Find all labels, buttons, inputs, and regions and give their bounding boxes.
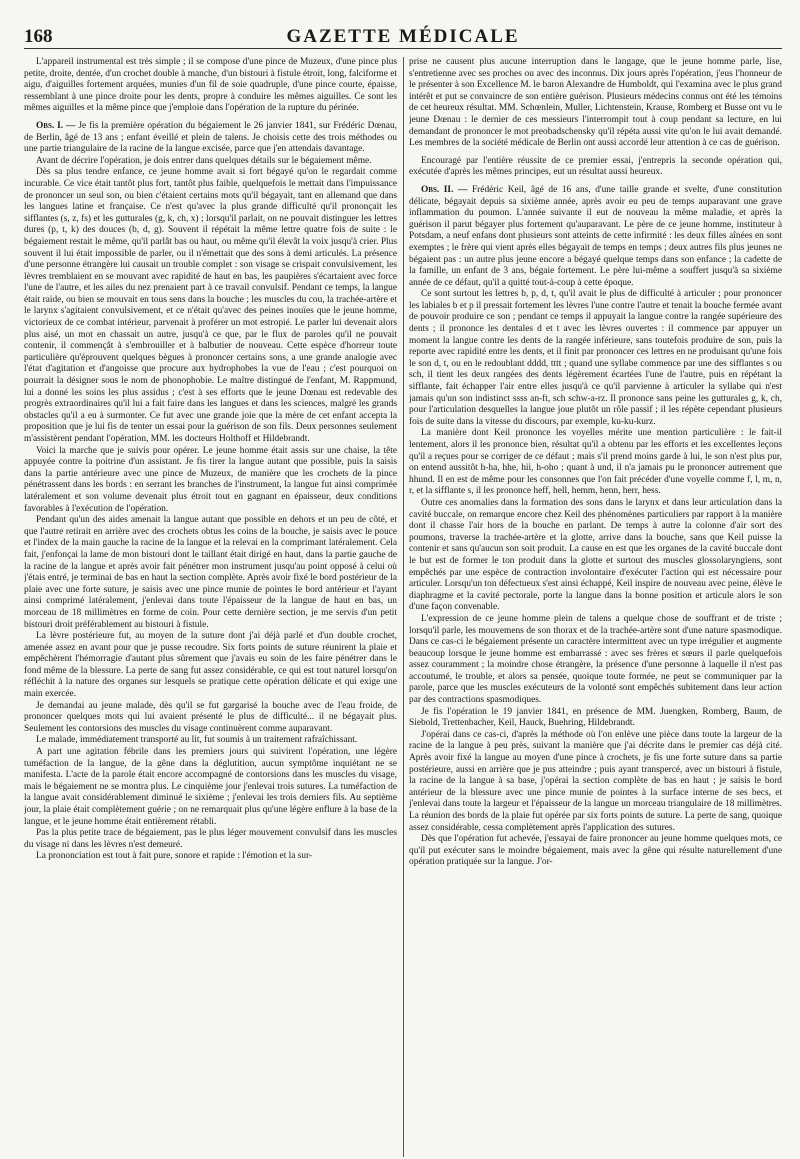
paragraph	[409, 614, 782, 707]
paragraph	[409, 289, 782, 428]
text-columns	[24, 57, 782, 1159]
column-divider	[403, 57, 404, 1157]
page-number: 168	[24, 26, 53, 47]
paragraph-text: La manière dont Keil prononce les voyelles mérite une mention particulière : le fait-il lentement, alors il les prononce bien, résultat qu'il a obtenu par les efforts et les excellentes leçons qu'il a reçues pour se corriger de ce défaut ; mais s'il prend moins garde à lui, le son n'est plus pur, on entend aussitôt h-ha, hhe, hii, h-oho ; quant à und, il n'a jamais pu le prononcer autrement que hhund. Il en est de même pour les consonnes que l'on fait précéder d'une voyelle comme f, l, m, n, r, et la sifflante s, il les prononce heff, hell, hemm, henn, herr, hess.	[409, 428, 782, 497]
paragraph-text: Avant de décrire l'opération, je dois entrer dans quelques détails sur le bégaiement même.	[36, 155, 372, 166]
paragraph	[409, 707, 782, 730]
observation-lead: Obs. II. —	[421, 184, 468, 195]
paragraph-text: Le malade, immédiatement transporté au lit, fut soumis à un traitement rafraîchissant.	[36, 735, 358, 746]
paragraph	[409, 156, 782, 179]
paragraph	[24, 515, 397, 631]
paragraph-text: Je demandai au jeune malade, dès qu'il se fut gargarisé la bouche avec de l'eau froide, de prononcer quelques mots qui lui avaient présenté le plus de difficulté... il ne bégayait plus. Seulement les contorsions des muscles du visage continuèrent comme auparavant.	[24, 700, 397, 734]
paragraph	[24, 828, 397, 851]
paragraph	[24, 121, 397, 156]
paragraph	[24, 701, 397, 736]
paragraph	[409, 428, 782, 498]
paragraph-text: Outre ces anomalies dans la formation des sons dans le larynx et dans leur articulation dans la cavité buccale, on remarque encore chez Keil des phénomènes particuliers par rapport à la manière dont il chasse l'air hors de la bouche en parlant. De temps à autre la colonne d'air sort des poumons, traverse la trachée-artère et la glotte, arrive dans la bouche, sans que Keil puisse la contenir et sans qu'aucun son soit produit. La cause en est que les organes de la cavité buccale dont le but est de former le ton produit dans la glotte et surtout des muscles glossolaryngiens, sont empêchés par une espèce de contraction involontaire d'exécuter l'action qui est nécessaire pour articuler. Lorsqu'un ton défectueux s'est ainsi échappé, Keil inspire de nouveau avec peine, élève le diaphragme et la cavité pectorale, porte la langue dans la bonne position et articule alors le son d'une façon convenable.	[409, 497, 782, 613]
paragraph-text: Pendant qu'un des aides amenait la langue autant que possible en dehors et un peu de côté, et que l'autre retirait en arrière avec des crochets obtus les coins de la bouche, je saisis avec le pouce et l'index de la main gauche la racine de la langue et la relevai en la comprimant latéralement. Cela fait, j'enfonçai la lame de mon bistouri dont le taillant était dirigé en haut, dans la partie gauche de la racine de la langue et après avoir fait pénétrer mon instrument jusqu'au point opposé à celui où j'étais entré, je terminai de bas en haut la section complète. Après avoir fixé le bord postérieur de la plaie avec une forte suture, je saisis avec une pince munie de pointes le bord antérieur et l'ayant ainsi comprimé latéralement, j'enlevai dans toute l'épaisseur de la langue de haut en bas, un morceau de 18 millimètres en forme de coin. Pour cette dernière section, je me servis d'un petit bistouri droit préférablement au bistouri à fistule.	[24, 515, 397, 630]
journal-title: GAZETTE MÉDICALE	[286, 26, 520, 47]
right-column	[409, 57, 782, 1159]
paragraph	[24, 735, 397, 747]
paragraph-text: Je fis la première opération du bégaiement le 26 janvier 1841, sur Frédéric Dœnau, de Berlin, âgé de 13 ans ; enfant éveillé et plein de talens. Je choisis cette des trois méthodes ou une partie triangulaire de la racine de la langue excisée, parce que j'en attendais davantage.	[24, 120, 397, 155]
paragraph-text: Dès que l'opération fut achevée, j'essayai de faire prononcer au jeune homme quelques mots, ce qu'il put exécuter sans le moindre bégaiement, mais avec la gêne qui résulte naturellement d'une opération pratiquée sur la langue. J'or-	[409, 834, 782, 868]
paragraph	[409, 730, 782, 834]
paragraph-text: J'opérai dans ce cas-ci, d'après la méthode où l'on enlève une pièce dans toute la largeur de la racine de la langue à peu près, suivant la manière que j'ai décrite dans le premier cas déjà cité. Après avoir fixé la langue au moyen d'une pince à crochets, je fis une forte suture dans sa partie postérieure, aussi en arrière que je pus atteindre ; puis ayant transpercé, avec un bistouri à fistule, la racine de la langue à sa base, j'opérai la section complète de bas en haut ; je saisis le bord antérieur de la blessure avec une pince munie de pointes à la surface interne de ses becs, et j'enlevai dans toute la largeur et l'épaisseur de la langue un morceau triangulaire de 18 millimètres. La réunion des bords de la plaie fut opérée par six forts points de suture. La perte de sang, quoique assez considérable, cessa complètement après l'application des sutures.	[409, 729, 782, 833]
paragraph-text: Ce sont surtout les lettres b, p, d, t, qu'il avait le plus de difficulté à articuler ; pour prononcer les labiales b et p il pressait fortement les lèvres l'une contre l'autre et tenait la bouche fermée avant de pouvoir produire ce son ; pendant ce temps il appuyait la langue contre la rangée supérieure des dents ; il prononce les dentales d et t avec les lèvres ouvertes : il commence par appuyer un moment la langue contre les dents de la rangée inférieure, sans toutefois produire de son, puis la reporte avec rapidité entre les dents, et il finit par prononcer ces lettres en ne produisant qu'une fois le son d, t, ou en le redoublant dddd, tttt ; quand une syllabe commence par une des sifflantes s ou sch, il tient les deux rangées des dents légèrement écartées l'une de l'autre, puis en répétant la sifflante, fait échapper l'air entre elles jusqu'à ce qu'il parvienne à articuler la syllabe qui n'est jamais qu'un son indistinct ssss an-ft, sch schw-a-rz. Il prononce sans peine les gutturales g, k, ch, pour l'articulation desquelles la langue joue plutôt un rôle passif ; il les répète cependant plusieurs fois de suite dans la vitesse du discours, par exemple, ku-ku-kurz.	[409, 289, 782, 427]
paragraph	[409, 498, 782, 614]
paragraph-text: Je fis l'opération le 19 janvier 1841, en présence de MM. Juengken, Romberg, Baum, de Siebold, Trettenbacher, Keil, Hauck, Buehring, Hildebrandt.	[409, 706, 782, 729]
left-column	[24, 57, 397, 1159]
paragraph-text: Voici la marche que je suivis pour opérer. Le jeune homme était assis sur une chaise, la tête appuyée contre la poitrine d'un assistant. Je fis tirer la langue autant que possible, puis la saisis dans la partie antérieure avec une pince de Muzeux, de manière que les crochets de la pince pénétrassent dans les bords : en serrant les branches de l'instrument, la langue fut ainsi comprimée latéralement et son volume devenait plus étroit tout en gagnant en épaisseur, deux conditions favorables à l'exécution de l'opération.	[24, 445, 397, 514]
paragraph	[409, 57, 782, 150]
paragraph	[24, 851, 397, 863]
paragraph	[409, 834, 782, 869]
paragraph-text: prise ne causent plus aucune interruption dans le langage, que le jeune homme parle, lise, s'entretienne avec ses proches ou avec des inconnus. Dix jours après l'opération, j'eus l'honneur de le présenter à son Excellence M. le baron Alexandre de Humboldt, qui l'examina avec le plus grand intérêt et put se convaincre de son entière guérison. Plusieurs médecins connus ont été les témoins de cet heureux résultat. MM. Schœnlein, Muller, Lichtenstein, Krause, Romberg et Busse ont vu le jeune Dœnau : le dernier de ces messieurs l'interrompit tout à coup pendant sa lecture, en lui demandant de prononcer le mot preobadschensky qu'il répéta aussi vite qu'on le lui avait demandé. Les membres de la société médicale de Berlin ont aussi accordé leur attention à ce cas de guérison.	[409, 57, 782, 149]
observation-lead: Obs. I. —	[36, 120, 76, 131]
paragraph-text: Encouragé par l'entière réussite de ce premier essai, j'entrepris la seconde opération qui, exécutée d'après les mêmes principes, eut un résultat aussi heureux.	[409, 155, 782, 178]
paragraph	[24, 631, 397, 701]
paragraph-text: La prononciation est tout à fait pure, sonore et rapide : l'émotion et la sur-	[36, 851, 313, 862]
paragraph-text: Dès sa plus tendre enfance, ce jeune homme avait si fort bégayé qu'on le regardait comme incurable. Ce vice était tantôt plus fort, tantôt plus faible, quelquefois le mettait dans l'impuissance de prononcer un seul son, ou bien c'étaient certains mots qu'il bégayait, tant en allemand que dans les langues latine et française. Ce n'est qu'avec la plus grande difficulté qu'il prononçait les sifflantes (s, z, fs) et les gutturales (g, k, ch, x) ; lorsqu'il parlait, on ne pouvait distinguer les lettres dures (p, t, k) des douces (b, d, g). Souvent il répétait la même lettre quatre fois de suite : le bégaiement restait le même, qu'il parlât bas ou haut, ou même qu'il élevât la voix jusqu'à crier. Plus souvent il lui était impossible de parler, ou il n'émettait que des sons à demi articulés. La présence d'une personne étrangère lui causait un trouble complet : son visage se crispait convulsivement, les lèvres tremblaient en se mouvant avec rapidité de haut en bas, les paupières s'écartaient avec force l'une de l'autre, et les ailes du nez prenaient part à ce travail convulsif. Pendant ce temps, la langue était raide, ou bien se mouvait en tous sens dans la bouche ; les muscles du cou, la trachée-artère et le larynx s'agitaient convulsivement, et ce n'était qu'avec des peines inouïes que le jeune homme, victorieux de ce combat intérieur, parvenait à proférer un mot estropié. Le parler lui devenait alors plus aisé, un mot en chassait un autre, jusqu'à ce que, par le flux de paroles qu'il ne pouvait contenir, il commençât à s'embrouiller et à balbutier de nouveau. Cette espèce d'horreur toute particulière qu'éprouvent quelques bègues à prononcer certains sons, a une grande analogie avec l'état d'agitation et d'angoisse que procure aux hydrophobes la vue de l'eau ; c'est pourquoi on pourrait la désigner sous le nom de phonophobie. Le maître distingué de l'enfant, M. Rappmund, lui a donné les soins les plus assidus ; c'est à ses efforts que le jeune Dœnau est redevable des progrès extraordinaires qu'il lui a fait faire dans les langues et dans les sciences, malgré les grands obstacles qu'il a eu à surmonter. Ce fut avec une grande joie que la mère de cet enfant accepta la proposition que je lui fis de tenter un essai pour la guérison de son fils. Deux personnes seulement m'assistèrent pendant l'opération, MM. les docteurs Holthoff et Hildebrandt.	[24, 167, 397, 444]
paragraph-text: L'expression de ce jeune homme plein de talens a quelque chose de souffrant et de triste ; lorsqu'il parle, les mouvemens de son thorax et de la trachée-artère sont d'une nature spasmodique. Dans ce cas-ci le bégaiement présente un caractère intermittent avec un type irrégulier et augmente beaucoup lorsque le jeune homme est embarrassé : avec ses frères et sœurs il parle quelquefois assez couramment ; la moindre chose étrangère, la présence d'une personne à laquelle il n'est pas accoutumé, le trouble, et alors sa pensée, quoique toute formée, ne peut se communiquer par la parole, parce que les muscles exécuteurs de la volonté sont empêchés subitement dans leur action par des contractions spasmodiques.	[409, 613, 782, 706]
paragraph-text: Pas la plus petite trace de bégaiement, pas le plus léger mouvement convulsif dans les muscles du visage ni dans les lèvres n'est demeuré.	[24, 828, 397, 850]
paragraph	[24, 156, 397, 168]
paragraph-text: Frédéric Keil, âgé de 16 ans, d'une taille grande et svelte, d'une constitution délicate, bégayait depuis sa sixième année, après avoir eu peu de temps auparavant une grave inflammation du poumon. L'année suivante il eut de nouveau la même maladie, et après la guérison il parut bégayer plus fortement qu'auparavant. Le père de ce jeune homme, instituteur à Potsdam, a neuf enfans dont plusieurs sont atteints de cette infirmité : les deux filles aînées en sont exemptes ; le frère qui vient après elles bégayait de temps en temps ; deux autres fils plus jeunes ne bégaient pas : un autre plus jeune encore a bégayé quelque temps dans son enfance ; la cadette de la famille, un enfant de 3 ans, bégaie fortement. Le père lui-même a souffert jusqu'à sa sixième année de ce défaut, qu'il a quitté tout-à-coup à cette époque.	[409, 184, 782, 288]
paragraph	[24, 747, 397, 828]
paragraph	[409, 185, 782, 289]
paragraph-text: La lèvre postérieure fut, au moyen de la suture dont j'ai déjà parlé et d'un double crochet, amenée assez en avant pour que je pusse recoudre. Six forts points de suture réunirent la plaie et empêchèrent l'hémorragie d'autant plus sûrement que j'avais eu soin de les faire pénétrer dans le fond même de la blessure. La perte de sang fut assez considérable, ce qui est tout naturel lorsqu'on réfléchit à la nature des organes sur lesquels se pratique cette opération délicate et qui exige une main exercée.	[24, 631, 397, 700]
paragraph	[24, 57, 397, 115]
page-header	[24, 14, 782, 49]
paragraph-text: L'appareil instrumental est très simple ; il se compose d'une pince de Muzeux, d'une pince plus petite, droite, dentée, d'un crochet double à manche, d'un bistouri à fistule étroit, long, falciforme et aigu, d'aiguilles fortement arquées, munies d'un fil de soie quadruple, d'une pince courte, épaisse, ressemblant à une pince droite pour les dents, propre à conduire les mêmes aiguilles. Ce sont les mêmes aiguilles et la même pince que j'emploie dans l'opération de la rupture du périnée.	[24, 57, 397, 114]
paragraph-text: A part une agitation fébrile dans les premiers jours qui suivirent l'opération, une légère tuméfaction de la langue, de la gêne dans la déglutition, aucun symptôme inquiétant ne se manifesta. L'acte de la parole était encore accompagné de contorsions dans les muscles du visage, mais le bégaiement ne se montra plus. Le cinquième jour j'enlevai trois sutures. La tuméfaction de la langue avait considérablement diminué le sixième ; j'enlevai les trois derniers fils. Au septième jour, la plaie était complètement guérie ; on ne remarquait plus qu'une légère enflure à la base de la langue, et le jeune homme était entièrement rétabli.	[24, 747, 397, 827]
paragraph	[24, 446, 397, 516]
paragraph	[24, 167, 397, 445]
